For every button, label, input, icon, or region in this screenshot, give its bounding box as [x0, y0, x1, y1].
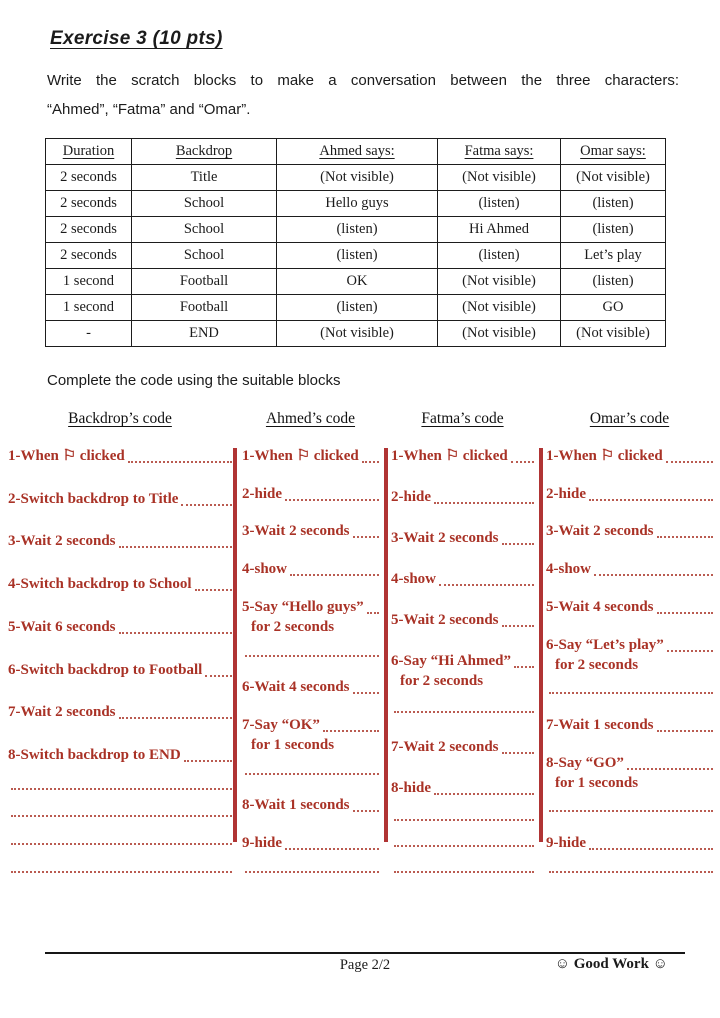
- table-row: [46, 191, 666, 217]
- code-entry: [391, 651, 534, 691]
- dotted-leader: [434, 793, 534, 795]
- blank-dotted-line: [242, 871, 379, 876]
- dotted-leader: [439, 584, 534, 586]
- blank-dotted-line: [546, 871, 713, 876]
- table-cell: (Not visible): [561, 165, 666, 191]
- code-entry: [8, 446, 232, 466]
- code-entry: [8, 489, 232, 509]
- dotted-leader: [502, 543, 534, 545]
- table-header-row: [46, 139, 666, 165]
- code-entry-text: 1-When ⚐ clicked: [546, 448, 663, 464]
- table-cell: GO: [561, 295, 666, 321]
- fatma-code-column: [391, 410, 534, 876]
- dotted-leader: [657, 730, 713, 732]
- ahmed-code-header: Ahmed’s code: [265, 410, 356, 427]
- dotted-leader: [119, 632, 232, 634]
- dotted-leader: [657, 536, 713, 538]
- table-cell: (Not visible): [438, 321, 561, 347]
- dotted-leader: [181, 504, 232, 506]
- dotted-leader: [434, 502, 534, 504]
- code-entry: [391, 528, 534, 548]
- code-entry: [391, 778, 534, 798]
- dotted-leader: [290, 574, 379, 576]
- code-entry-text-line2: for 2 seconds: [251, 618, 335, 635]
- code-entry-text: 4-show: [546, 561, 592, 578]
- code-entry-text: 9-hide: [242, 835, 283, 852]
- code-entry: [391, 610, 534, 630]
- table-cell: Football: [132, 295, 277, 321]
- dotted-leader: [245, 871, 379, 873]
- dotted-leader: [667, 650, 713, 652]
- dotted-leader: [323, 730, 379, 732]
- dotted-leader: [394, 711, 534, 713]
- blank-dotted-line: [242, 655, 379, 660]
- code-entry-text: 7-Wait 1 seconds: [546, 717, 654, 734]
- table-row: [46, 269, 666, 295]
- code-entry: [8, 574, 232, 594]
- dotted-leader: [549, 692, 713, 694]
- table-cell: -: [46, 321, 132, 347]
- code-entry-text: 8-hide: [391, 780, 432, 797]
- table-cell: (Not visible): [438, 269, 561, 295]
- blank-dotted-line: [391, 819, 534, 824]
- code-entry-text: 5-Wait 6 seconds: [8, 618, 116, 635]
- instruction-line-2: “Ahmed”, “Fatma” and “Omar”.: [47, 101, 251, 118]
- code-entry: [8, 745, 232, 765]
- table-header-cell: Ahmed says:: [277, 139, 438, 165]
- dotted-leader: [11, 843, 232, 845]
- code-entry: [391, 446, 534, 466]
- omar-code-column: [546, 410, 713, 876]
- table-row: [46, 295, 666, 321]
- code-entry-text: 7-Wait 2 seconds: [391, 739, 499, 756]
- code-entry-text: 2-hide: [242, 485, 283, 502]
- code-entry-text: 3-Wait 2 seconds: [242, 523, 350, 540]
- table-cell: Hello guys: [277, 191, 438, 217]
- blank-dotted-line: [391, 711, 534, 716]
- code-entry-text: 4-Switch backdrop to School: [8, 576, 192, 593]
- code-entry: [391, 487, 534, 507]
- dotted-leader: [549, 871, 713, 873]
- dotted-leader: [394, 819, 534, 821]
- dotted-leader: [353, 810, 379, 812]
- table-header-cell: Omar says:: [561, 139, 666, 165]
- table-row: [46, 165, 666, 191]
- dotted-leader: [195, 589, 232, 591]
- table-cell: 2 seconds: [46, 243, 132, 269]
- code-entry: [546, 833, 713, 853]
- table-cell: (listen): [561, 217, 666, 243]
- dotted-leader: [353, 536, 379, 538]
- table-cell: (listen): [277, 243, 438, 269]
- backdrop-code-column: [8, 410, 232, 876]
- column-divider-line: [233, 448, 237, 842]
- column-divider-line: [384, 448, 388, 842]
- dotted-leader: [11, 815, 232, 817]
- column-divider-line: [539, 448, 543, 842]
- fatma-code-entries: [391, 446, 534, 876]
- table-cell: 1 second: [46, 295, 132, 321]
- table-cell: School: [132, 217, 277, 243]
- dotted-leader: [362, 461, 379, 463]
- dotted-leader: [394, 871, 534, 873]
- code-entry: [546, 559, 713, 579]
- code-entry-text: 5-Say “Hello guys”: [242, 598, 364, 615]
- code-entry: [242, 677, 379, 697]
- good-work-note: ☺ Good Work ☺: [554, 956, 668, 972]
- dotted-leader: [502, 625, 534, 627]
- table-row: [46, 243, 666, 269]
- code-entry-text: 7-Wait 2 seconds: [8, 704, 116, 721]
- table-cell: (listen): [277, 217, 438, 243]
- blank-dotted-line: [546, 810, 713, 815]
- table-cell: Football: [132, 269, 277, 295]
- table-cell: Hi Ahmed: [438, 217, 561, 243]
- code-entry-text: 1-When ⚐ clicked: [391, 448, 508, 464]
- table-cell: (Not visible): [277, 321, 438, 347]
- code-entry-text: 6-Switch backdrop to Football: [8, 661, 203, 678]
- table-cell: 2 seconds: [46, 165, 132, 191]
- code-entry-text: 8-Wait 1 seconds: [242, 797, 350, 814]
- table-cell: 2 seconds: [46, 191, 132, 217]
- table-cell: END: [132, 321, 277, 347]
- dotted-leader: [657, 612, 713, 614]
- code-entry: [546, 521, 713, 541]
- code-entry: [8, 702, 232, 722]
- exercise-instructions: [47, 66, 679, 124]
- table-cell: School: [132, 243, 277, 269]
- code-entry: [391, 737, 534, 757]
- code-entry: [8, 660, 232, 680]
- dotted-leader: [549, 810, 713, 812]
- table-cell: Title: [132, 165, 277, 191]
- code-entry: [391, 569, 534, 589]
- ahmed-code-column: [242, 410, 379, 876]
- blank-dotted-line: [391, 871, 534, 876]
- code-entry-text: 4-show: [391, 570, 437, 587]
- table-cell: (Not visible): [438, 165, 561, 191]
- code-entry: [242, 521, 379, 541]
- table-cell: (Not visible): [561, 321, 666, 347]
- code-entry-text: 6-Say “Hi Ahmed”: [391, 652, 512, 669]
- table-cell: School: [132, 191, 277, 217]
- code-entry-text: 8-Switch backdrop to END: [8, 747, 181, 764]
- code-entry-text: 7-Say “OK”: [242, 717, 320, 734]
- code-entry: [8, 617, 232, 637]
- table-cell: (listen): [277, 295, 438, 321]
- dotted-leader: [367, 612, 379, 614]
- table-cell: 1 second: [46, 269, 132, 295]
- conversation-table: [45, 138, 666, 347]
- dotted-leader: [666, 461, 713, 463]
- code-entry: [546, 597, 713, 617]
- blank-dotted-line: [242, 773, 379, 778]
- table-cell: Let’s play: [561, 243, 666, 269]
- dotted-leader: [502, 752, 534, 754]
- dotted-leader: [514, 666, 534, 668]
- dotted-leader: [627, 768, 713, 770]
- table-cell: 2 seconds: [46, 217, 132, 243]
- code-entry: [242, 833, 379, 853]
- blank-dotted-line: [8, 815, 232, 820]
- code-entry: [8, 531, 232, 551]
- dotted-leader: [353, 692, 379, 694]
- backdrop-code-entries: [8, 446, 232, 876]
- blank-dotted-line: [8, 843, 232, 848]
- table-row: [46, 217, 666, 243]
- footer-rule: [45, 952, 685, 954]
- code-entry-text: 5-Wait 2 seconds: [391, 611, 499, 628]
- dotted-leader: [245, 773, 379, 775]
- dotted-leader: [589, 499, 713, 501]
- code-entry-text: 8-Say “GO”: [546, 754, 624, 771]
- code-entry: [242, 559, 379, 579]
- blank-dotted-line: [8, 788, 232, 793]
- code-entry-text: 3-Wait 2 seconds: [8, 533, 116, 550]
- code-entry-text: 3-Wait 2 seconds: [546, 523, 654, 540]
- table-header-cell: Duration: [46, 139, 132, 165]
- code-entry-text: 6-Wait 4 seconds: [242, 679, 350, 696]
- backdrop-code-header: Backdrop’s code: [68, 410, 172, 427]
- exercise-title: Exercise 3 (10 pts): [50, 28, 223, 49]
- table-cell: (listen): [561, 269, 666, 295]
- fatma-code-header: Fatma’s code: [421, 410, 504, 427]
- dotted-leader: [119, 717, 232, 719]
- code-entry: [242, 484, 379, 504]
- dotted-leader: [394, 845, 534, 847]
- code-entry-text: 5-Wait 4 seconds: [546, 598, 654, 615]
- code-entry-text: 4-show: [242, 561, 288, 578]
- code-entry-text: 3-Wait 2 seconds: [391, 529, 499, 546]
- code-entry-text: 2-hide: [546, 485, 587, 502]
- omar-code-header: Omar’s code: [589, 410, 670, 427]
- blank-dotted-line: [8, 871, 232, 876]
- code-entry-text: 6-Say “Let’s play”: [546, 636, 664, 653]
- code-entry: [242, 795, 379, 815]
- code-entry: [546, 446, 713, 466]
- dotted-leader: [285, 499, 379, 501]
- code-entry-text: 1-When ⚐ clicked: [242, 448, 359, 464]
- dotted-leader: [119, 546, 232, 548]
- dotted-leader: [245, 655, 379, 657]
- table-row: [46, 321, 666, 347]
- dotted-leader: [184, 760, 232, 762]
- code-entry: [546, 635, 713, 675]
- code-entry: [546, 715, 713, 735]
- dotted-leader: [128, 461, 232, 463]
- dotted-leader: [594, 574, 713, 576]
- code-entry-text: 1-When ⚐ clicked: [8, 448, 125, 464]
- code-entry-text-line2: for 2 seconds: [400, 672, 484, 689]
- blank-dotted-line: [391, 845, 534, 850]
- dotted-leader: [11, 788, 232, 790]
- code-entry: [546, 484, 713, 504]
- code-entry-text: 9-hide: [546, 835, 587, 852]
- table-header-cell: Backdrop: [132, 139, 277, 165]
- ahmed-code-entries: [242, 446, 379, 876]
- code-entry-text: 2-hide: [391, 488, 432, 505]
- table-header-cell: Fatma says:: [438, 139, 561, 165]
- dotted-leader: [285, 848, 379, 850]
- code-entry-text: 2-Switch backdrop to Title: [8, 490, 179, 507]
- complete-code-instruction: Complete the code using the suitable blocks: [47, 372, 341, 389]
- table-cell: (listen): [438, 191, 561, 217]
- conversation-table-header: [46, 139, 666, 165]
- page-number: Page 2/2: [339, 957, 391, 973]
- conversation-table-body: [46, 165, 666, 347]
- table-cell: (Not visible): [277, 165, 438, 191]
- instruction-line-1: Write the scratch blocks to make a conversation between the three characters:: [47, 72, 679, 89]
- code-entry-text-line2: for 2 seconds: [555, 656, 639, 673]
- code-entry-text-line2: for 1 seconds: [555, 774, 639, 791]
- table-cell: (Not visible): [438, 295, 561, 321]
- table-cell: (listen): [438, 243, 561, 269]
- omar-code-entries: [546, 446, 713, 876]
- code-entry: [546, 753, 713, 793]
- dotted-leader: [511, 461, 534, 463]
- blank-dotted-line: [546, 692, 713, 697]
- code-entry: [242, 597, 379, 637]
- code-entry: [242, 715, 379, 755]
- table-cell: (listen): [561, 191, 666, 217]
- dotted-leader: [11, 871, 232, 873]
- dotted-leader: [589, 848, 713, 850]
- table-cell: OK: [277, 269, 438, 295]
- code-entry-text-line2: for 1 seconds: [251, 737, 335, 754]
- code-entry: [242, 446, 379, 466]
- dotted-leader: [205, 675, 232, 677]
